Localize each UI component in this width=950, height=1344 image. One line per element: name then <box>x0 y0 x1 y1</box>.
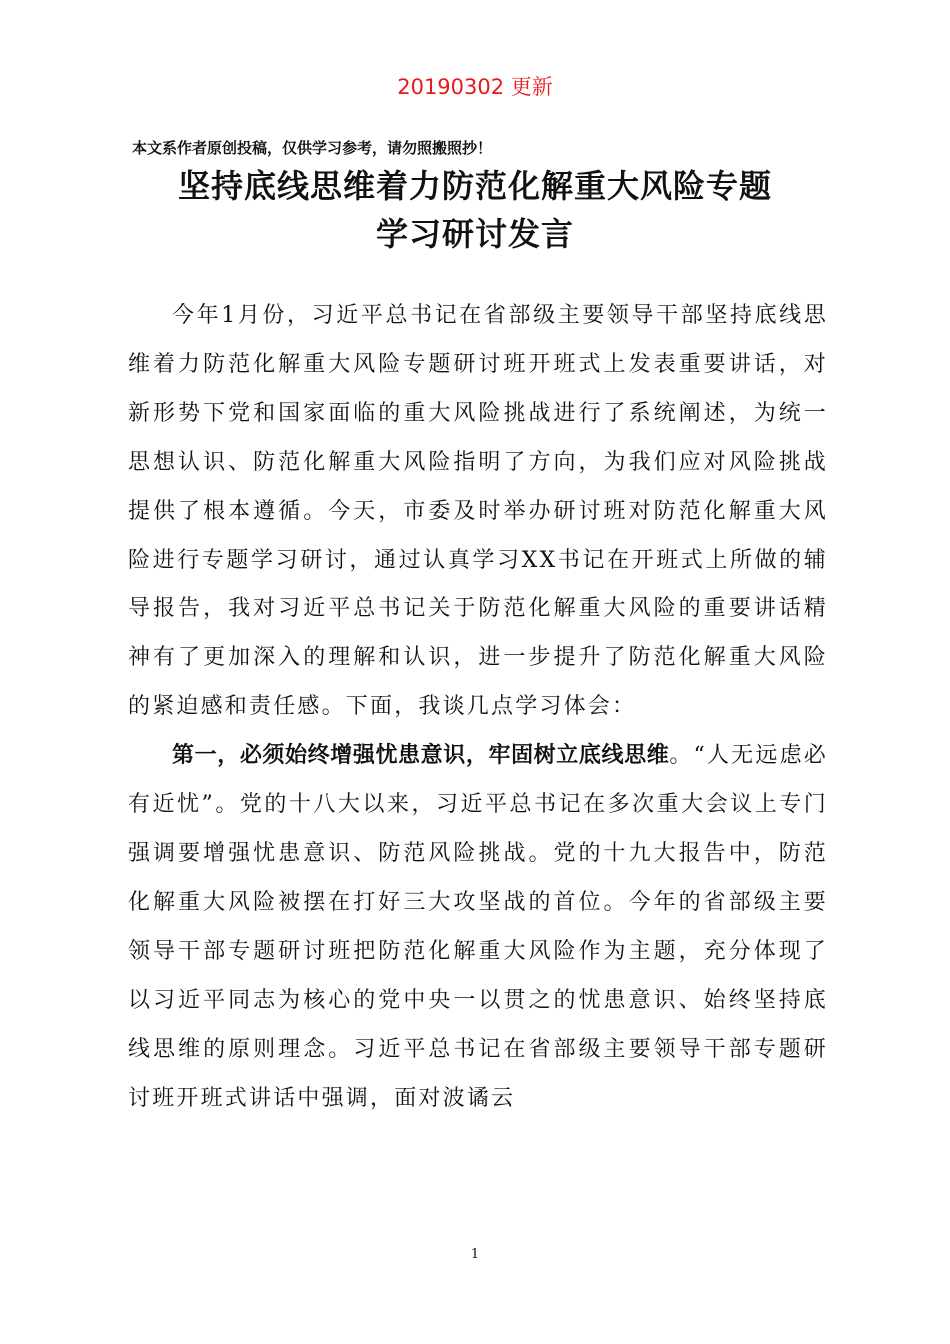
paragraph-lead-heading: 第一，必须始终增强忧患意识，牢固树立底线思维 <box>172 743 670 769</box>
title-line-1: 坚持底线思维着力防范化解重大风险专题 <box>177 167 772 205</box>
update-date-text: 20190302 更新 <box>397 75 553 99</box>
document-body <box>128 292 828 1123</box>
paragraph-text: 今年1月份，习近平总书记在省部级主要领导干部坚持底线思维着力防范化解重大风险专题研讨班开班式上发表重要讲话，对新形势下党和国家面临的重大风险挑战进行了系统阐述，为统一思想认识、防范化解重大风险指明了方向，为我们应对风险挑战提供了根本遵循。今天，市委及时举办研讨班对防范化解重大风险进行专题学习研讨，通过认真学习XX书记在开班式上所做的辅导报告，我对习近平总书记关于防范化解重大风险的重要讲话精神有了更加深入的理解和认识，进一步提升了防范化解重大风险的紧迫感和责任感。下面，我谈几点学习体会： <box>128 303 828 720</box>
update-date-banner <box>0 72 950 102</box>
document-title <box>100 162 850 258</box>
title-line-2: 学习研讨发言 <box>375 215 574 253</box>
paragraph-text: 。“人无远虑必有近忧”。党的十八大以来，习近平总书记在多次重大会议上专门强调要增强忧患意识、防范风险挑战。党的十九大报告中，防范化解重大风险被摆在打好三大攻坚战的首位。今年的省部级主要领导干部专题研讨班把防范化解重大风险作为主题，充分体现了以习近平同志为核心的党中央一以贯之的忧患意识、始终坚持底线思维的原则理念。习近平总书记在省部级主要领导干部专题研讨班开班式讲话中强调，面对波谲云 <box>128 743 828 1111</box>
body-paragraph-1 <box>128 292 828 732</box>
page-number: 1 <box>470 1247 480 1262</box>
author-disclaimer: 本文系作者原创投稿，仅供学习参考，请勿照搬照抄！ <box>132 139 493 157</box>
body-paragraph-2 <box>128 732 828 1123</box>
